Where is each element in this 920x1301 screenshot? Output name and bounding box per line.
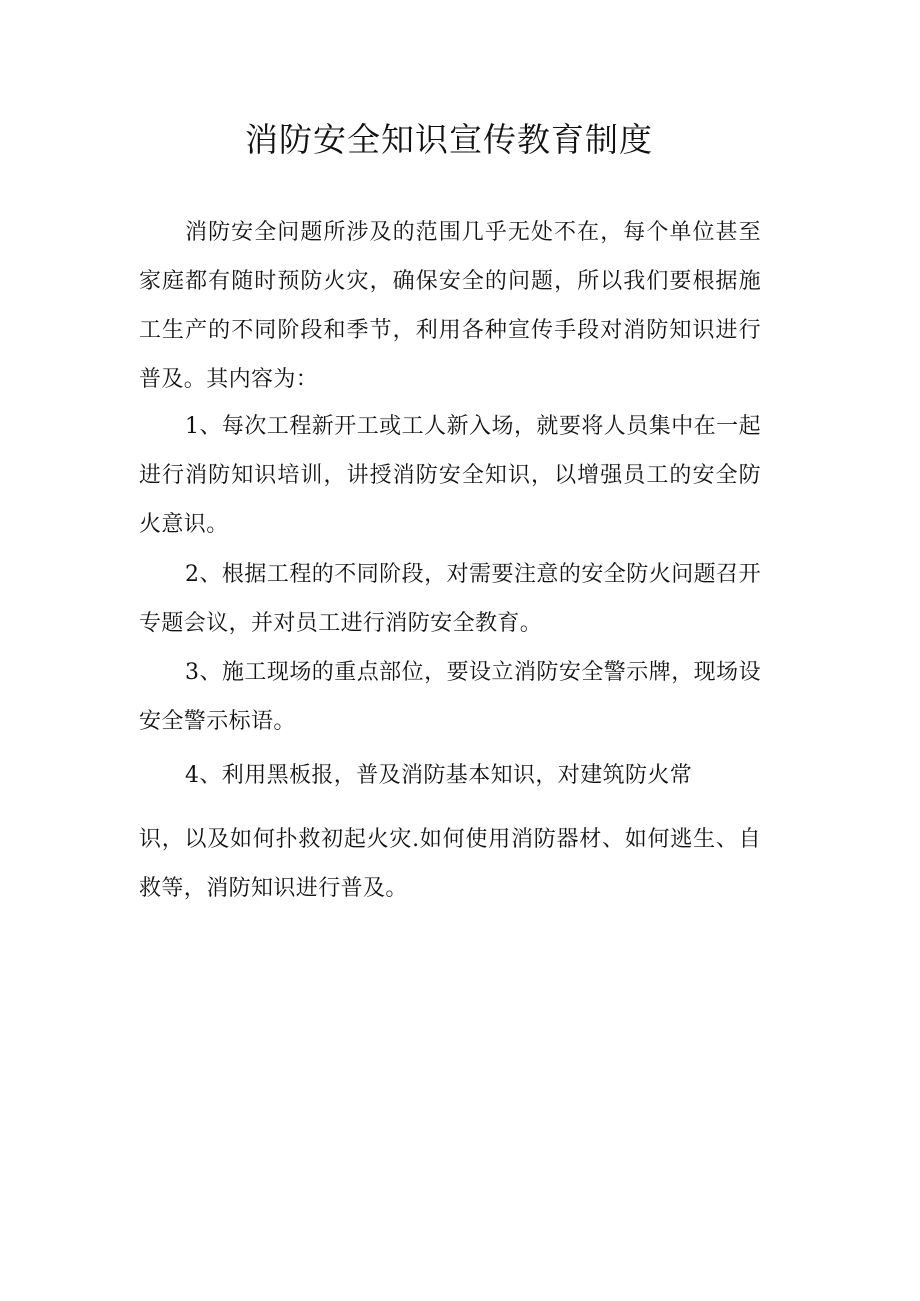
item-2-paragraph: 2、根据工程的不同阶段，对需要注意的安全防火问题召开专题会议，并对员工进行消防安全教育。 <box>139 562 761 636</box>
item-1-paragraph: 1、每次工程新开工或工人新入场，就要将人员集中在一起进行消防知识培训，讲授消防安全知识，以增强员工的安全防火意识。 <box>139 414 761 537</box>
item-3-paragraph: 3、施工现场的重点部位，要设立消防安全警示牌，现场设安全警示标语。 <box>139 660 761 734</box>
intro-paragraph: 消防安全问题所涉及的范围几乎无处不在，每个单位甚至家庭都有随时预防火灾，确保安全的问题，所以我们要根据施工生产的不同阶段和季节，利用各种宣传手段对消防知识进行普及。其内容为： <box>139 220 761 392</box>
document-title: 消防安全知识宣传教育制度 <box>245 120 653 159</box>
item-4-paragraph-start: 4、利用黑板报，普及消防基本知识，对建筑防火常 <box>185 763 693 788</box>
item-4-paragraph-continuation: 识，以及如何扑救初起火灾.如何使用消防器材、如何逃生、自救等，消防知识进行普及。 <box>139 827 761 901</box>
